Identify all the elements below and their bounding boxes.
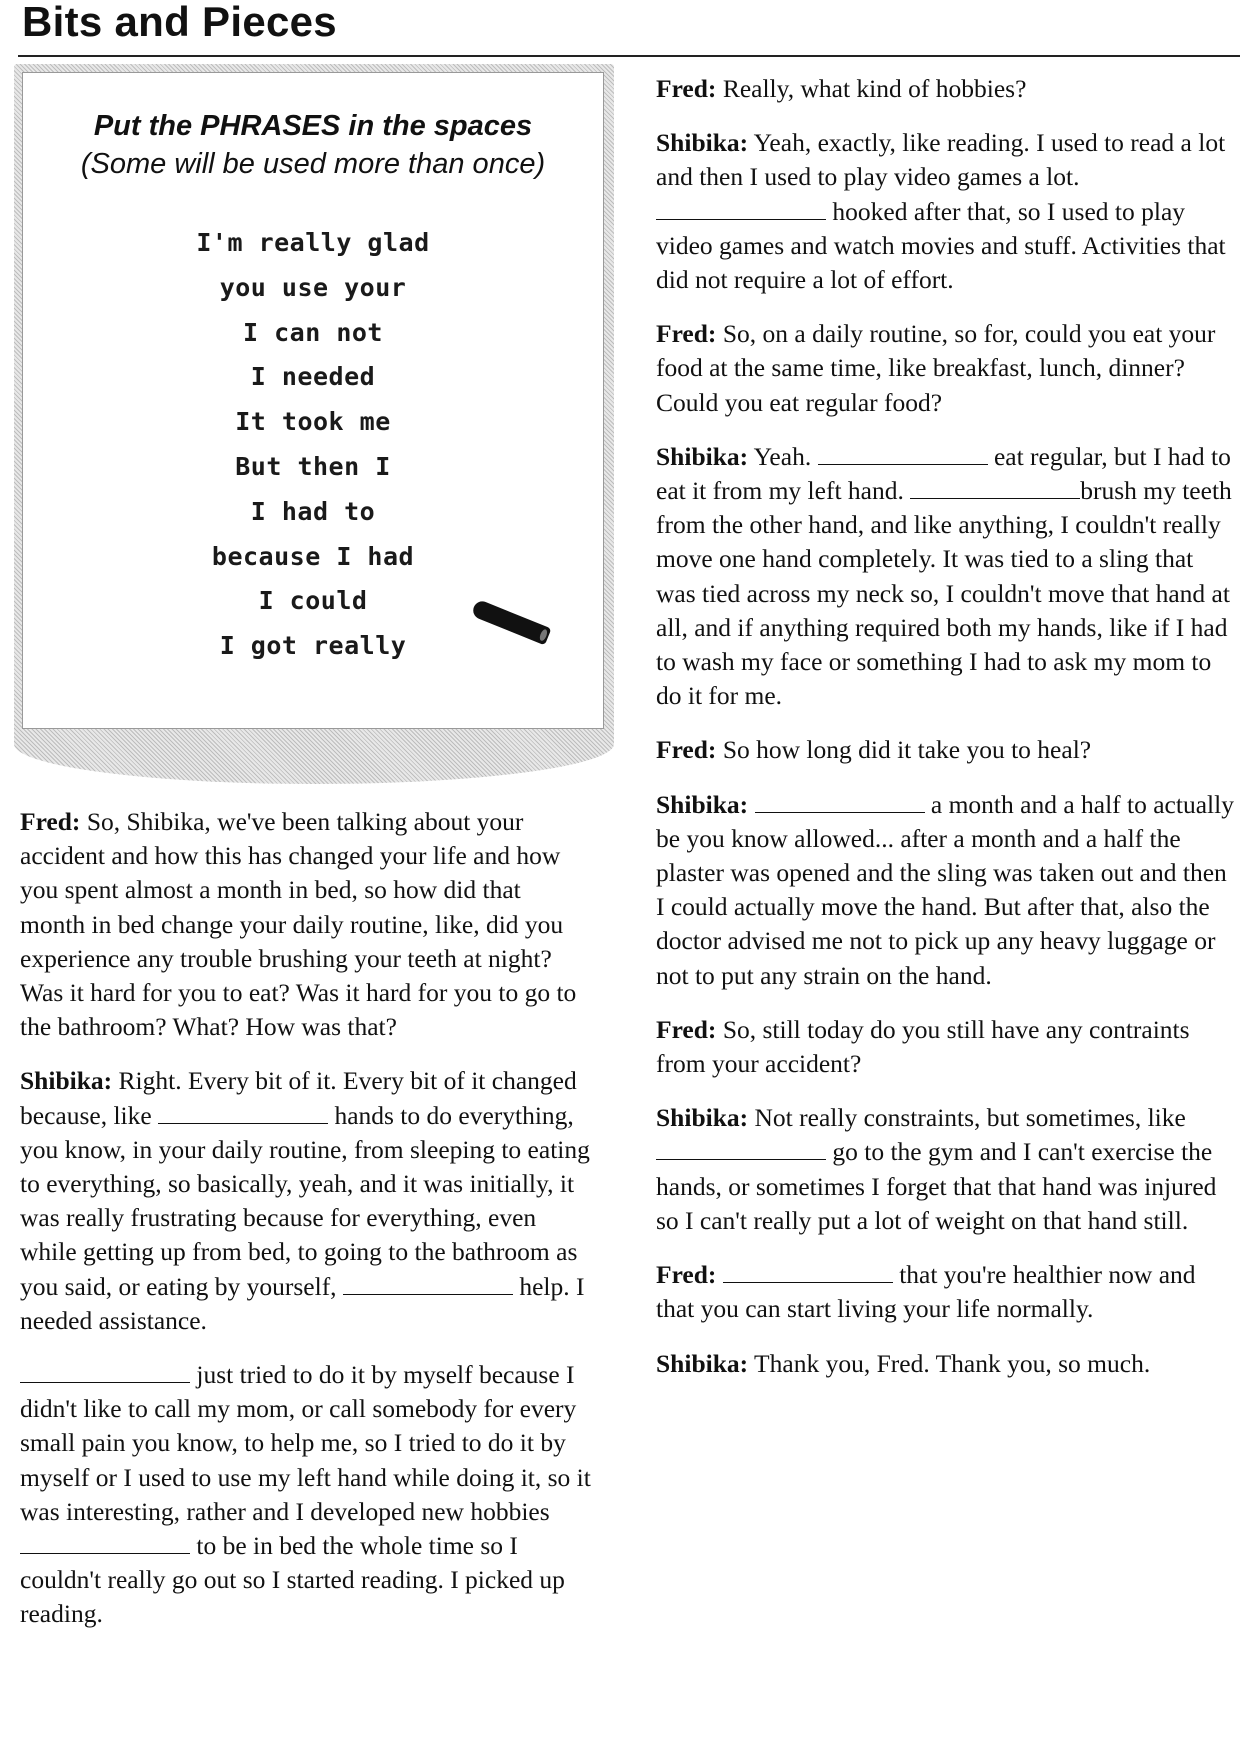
dialogue-turn — [20, 1358, 592, 1632]
dialogue-text: Yeah, exactly, like reading. I used to read a lot and then I used to play video games a lot. — [656, 128, 1226, 192]
phrase-item: But then I — [235, 451, 391, 481]
speaker-label: Shibika: — [656, 128, 749, 158]
dialogue-text: brush my teeth from the other hand, and like anything, I couldn't really move one hand completely. It was tied to a sling that was tied across my neck so, I couldn't move that hand at all, and if anything required both my hands, like if I had to wash my face or something I had to ask my mom to do it for me. — [656, 476, 1232, 711]
speaker-label: Shibika: — [656, 441, 749, 471]
dialogue-text: a month and a half to actually be you know allowed... after a month and a half the plaster was opened and the sling was taken out and then I could actually move the hand. But after that, also the doctor advised me not to pick up any heavy luggage or not to put any strain on the hand. — [656, 789, 1234, 990]
dialogue-turn — [20, 805, 592, 1044]
dialogue-text: So how long did it take you to heal? — [716, 735, 1092, 765]
dialogue-turn — [656, 72, 1238, 106]
dialogue-text: that you're healthier now and that you can start living your life normally. — [656, 1260, 1196, 1324]
answer-blank[interactable] — [723, 1260, 893, 1283]
dialogue-text: Really, what kind of hobbies? — [716, 74, 1027, 103]
speaker-label: Shibika: — [656, 1348, 749, 1378]
dialogue-text: to be in bed the whole time so I couldn't really go out so I started reading. I picked up reading. — [20, 1531, 565, 1629]
dialogue-turn — [656, 1013, 1238, 1081]
speaker-label: Shibika: — [656, 1103, 749, 1133]
answer-blank[interactable] — [755, 790, 925, 813]
dialogue-turn — [656, 126, 1238, 297]
dialogue-text: Right. Every bit of it. Every bit of it changed because, like — [20, 1066, 577, 1130]
phrase-item: I got really — [219, 631, 407, 661]
phrase-item: because I had — [211, 541, 415, 571]
dialogue-text: So, on a daily routine, so for, could you eat your food at the same time, like breakfast, lunch, dinner? Could you eat regular food? — [656, 319, 1216, 417]
dialogue-turn — [656, 1101, 1238, 1238]
dialogue-right-column — [656, 72, 1238, 1401]
answer-blank[interactable] — [343, 1272, 513, 1295]
dialogue-text: go to the gym and I can't exercise the hands, or sometimes I forget that that hand was injured so I can't really put a lot of weight on that hand still. — [656, 1137, 1217, 1235]
phrase-box-heading: Put the PHRASES in the spaces — [93, 110, 533, 142]
phrase-item: I had to — [250, 496, 376, 526]
speaker-label: Fred: — [656, 319, 717, 349]
phrase-item: I can not — [243, 317, 383, 347]
dialogue-turn — [656, 1258, 1238, 1326]
answer-blank[interactable] — [20, 1531, 190, 1554]
dialogue-turn — [656, 1347, 1238, 1381]
dialogue-text: hooked after that, so I used to play video games and watch movies and stuff. Activities that did not require a lot of effort. — [656, 196, 1226, 295]
dialogue-turn — [656, 788, 1238, 993]
phrase-item: I'm really glad — [196, 228, 430, 257]
phrase-item: you use your — [219, 272, 407, 302]
dialogue-turn — [656, 440, 1238, 714]
dialogue-text: Not really constraints, but sometimes, like — [748, 1103, 1186, 1133]
dialogue-text: Yeah. — [748, 441, 818, 471]
page-title: Bits and Pieces — [22, 0, 337, 45]
phrase-item: It took me — [235, 407, 391, 437]
dialogue-text: So, Shibika, we've been talking about your accident and how this has changed your life and how you spent almost a month in bed, so how did that month in bed change your daily routine, like, did you experience any trouble brushing your teeth at night? Was it hard for you to eat? Was it hard for you to go to the bathroom? What? How was that? — [20, 807, 577, 1042]
answer-blank[interactable] — [656, 197, 826, 220]
speaker-label: Shibika: — [656, 789, 749, 819]
dialogue-text: eat regular, but I had to eat it from my left hand. — [656, 441, 1231, 506]
dialogue-text: Thank you, Fred. Thank you, so much. — [748, 1348, 1151, 1378]
dialogue-text: hands to do everything, you know, in your daily routine, from sleeping to eating to everything, so basically, yeah, and it was initially, it was really frustrating because for everything, even while getting up from bed, to going to the bathroom as you said, or eating by yourself, — [20, 1100, 590, 1301]
dialogue-left-column — [20, 805, 592, 1652]
dialogue-text: help. I needed assistance. — [20, 1271, 585, 1335]
dialogue-turn — [20, 1064, 592, 1338]
dialogue-text: just tried to do it by myself because I didn't like to call my mom, or call somebody for every small pain you know, to help me, so I tried to do it by myself or I used to use my left hand while doing it, so it was interesting, rather and I developed new hobbies — [20, 1360, 591, 1526]
dialogue-turn — [656, 733, 1238, 767]
title-divider — [18, 55, 1240, 57]
speaker-label: Fred: — [20, 807, 81, 836]
phrase-box — [14, 64, 614, 784]
speaker-label: Fred: — [656, 74, 717, 103]
speaker-label: Fred: — [656, 1260, 717, 1290]
phrase-item: I could — [258, 586, 368, 616]
speaker-label: Fred: — [656, 735, 717, 765]
dialogue-turn — [656, 317, 1238, 420]
dialogue-text: So, still today do you still have any contraints from your accident? — [656, 1014, 1190, 1079]
phrase-item: I needed — [250, 362, 376, 392]
phrase-box-panel — [22, 72, 604, 729]
speaker-label: Shibika: — [20, 1066, 113, 1096]
phrase-list — [23, 221, 603, 669]
answer-blank[interactable] — [158, 1101, 328, 1124]
answer-blank[interactable] — [656, 1137, 826, 1160]
speaker-label: Fred: — [656, 1014, 717, 1044]
answer-blank[interactable] — [20, 1360, 190, 1383]
phrase-box-subheading: (Some will be used more than once) — [80, 148, 546, 180]
answer-blank[interactable] — [910, 476, 1080, 499]
answer-blank[interactable] — [818, 442, 988, 465]
